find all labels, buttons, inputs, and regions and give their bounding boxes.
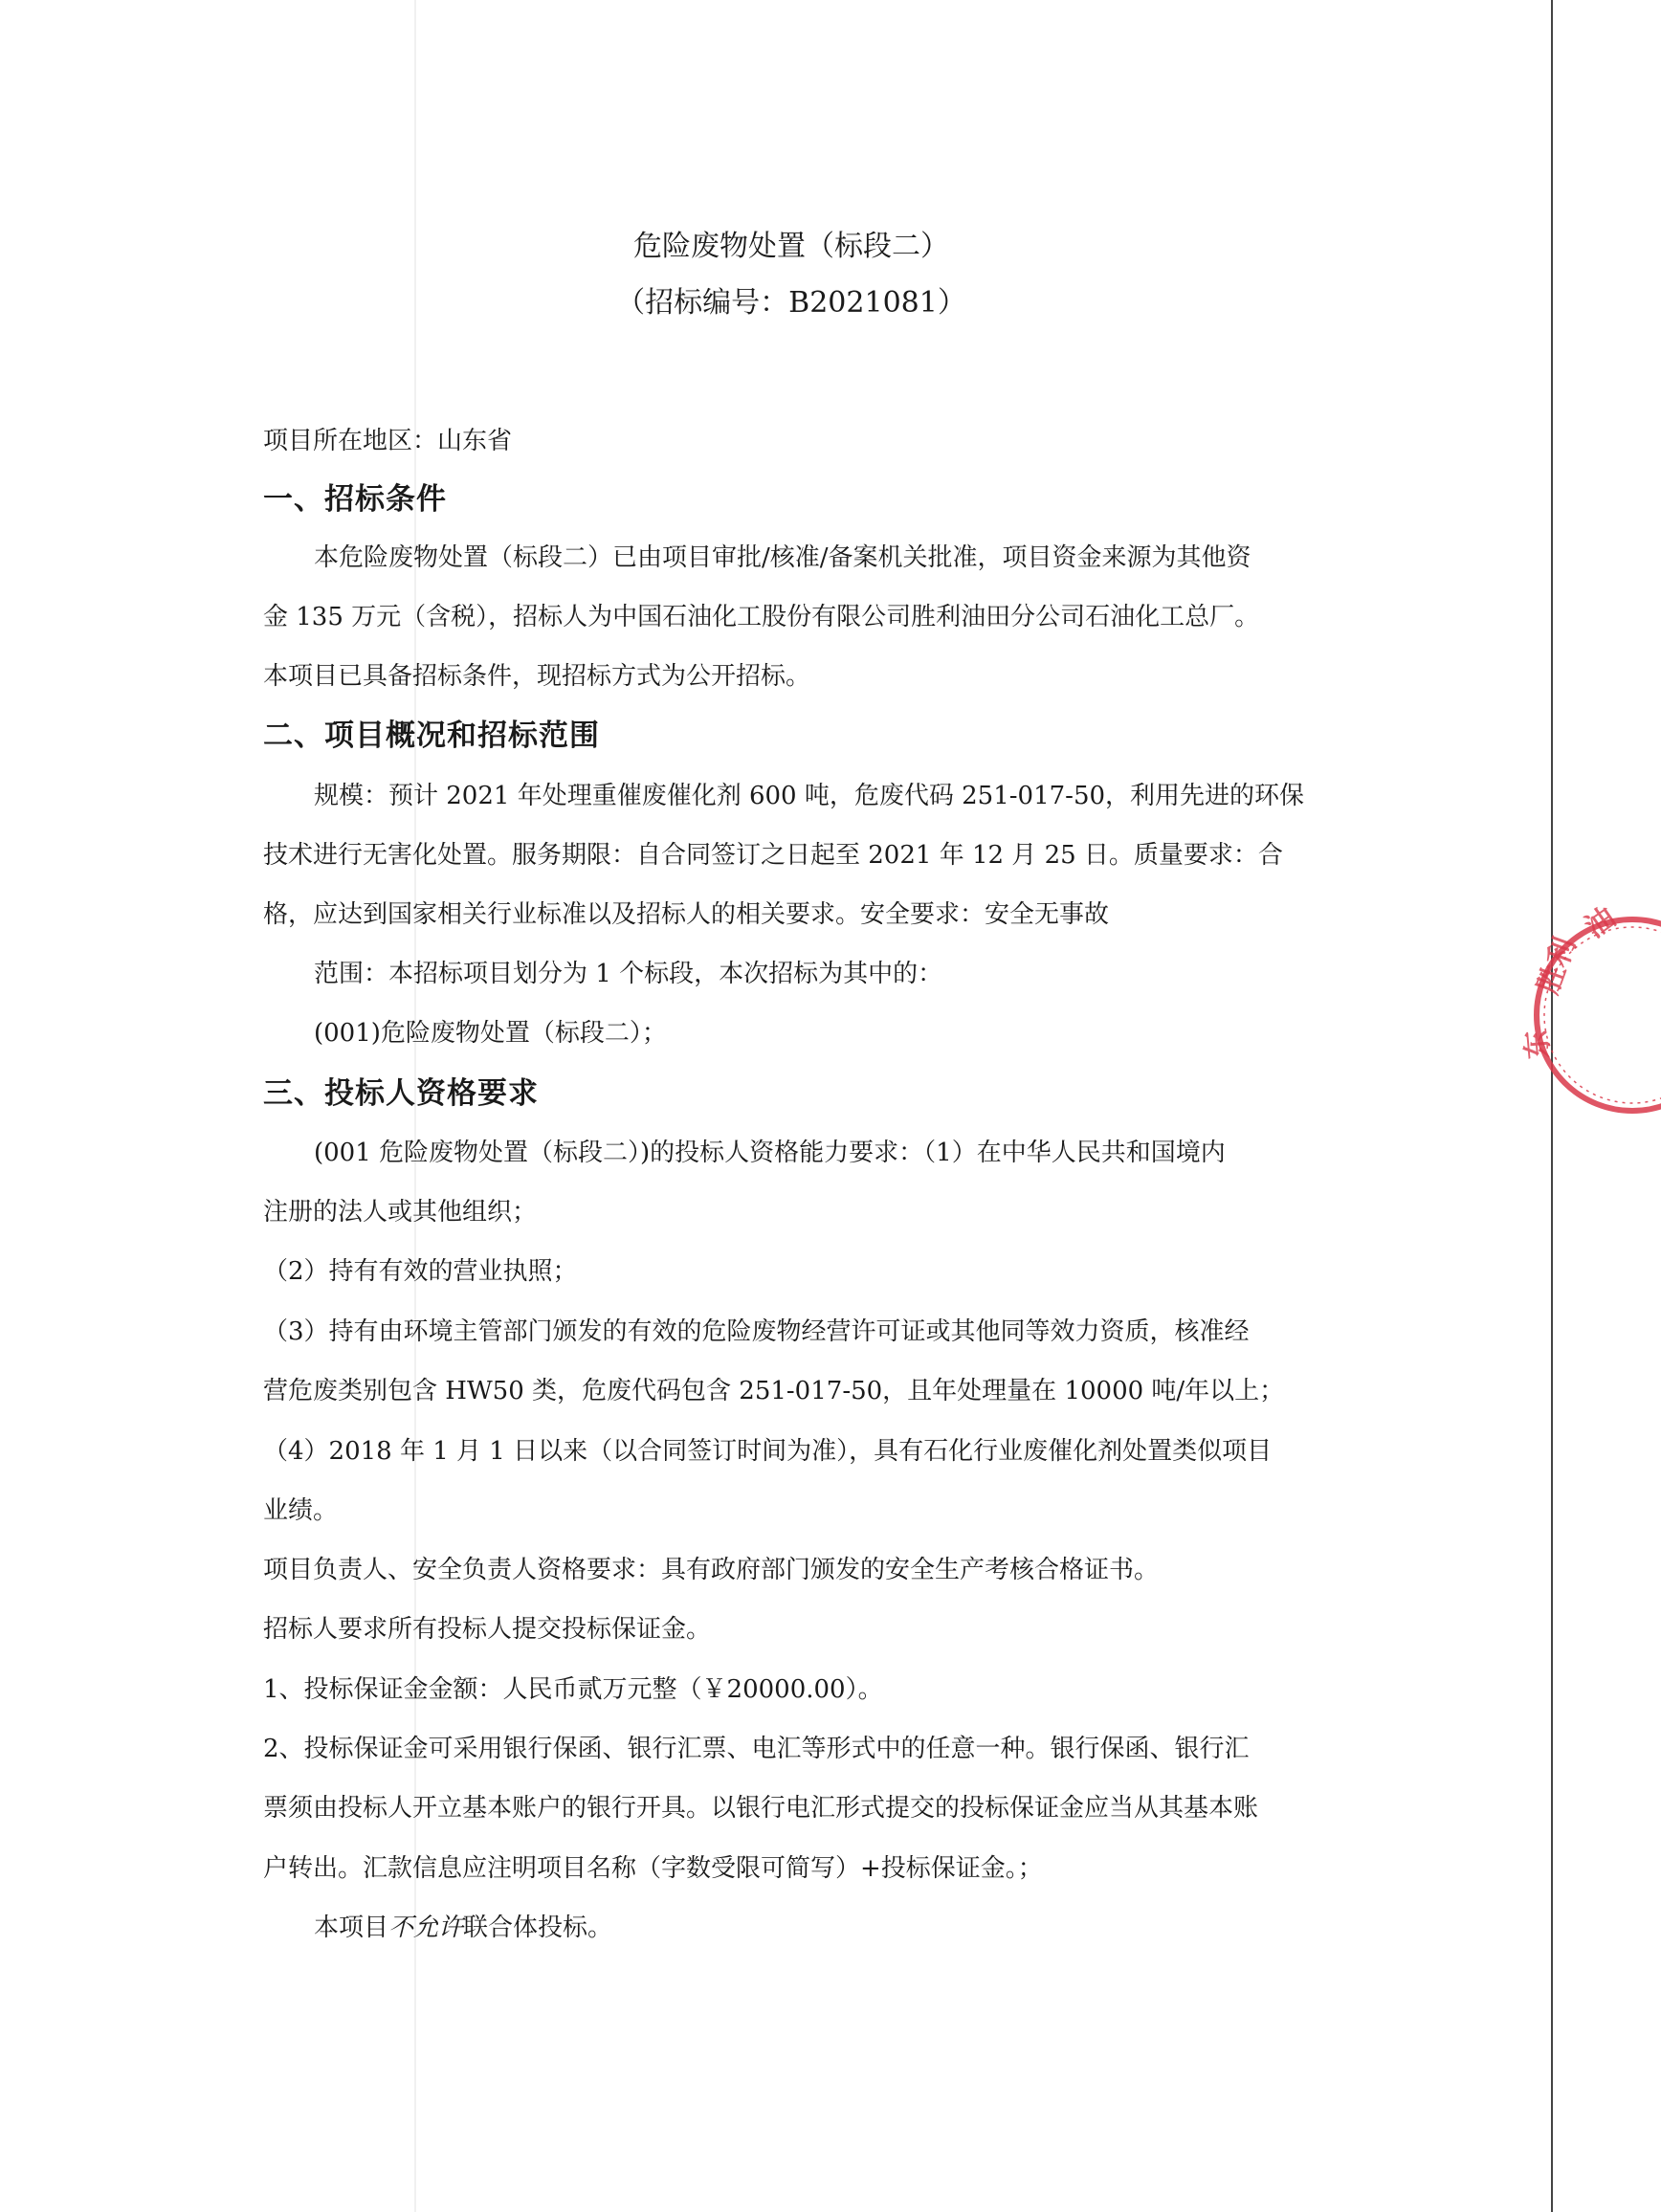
- paragraph-line: 本危险废物处置（标段二）已由项目审批/核准/备案机关批准，项目资金来源为其他资: [314, 543, 1251, 572]
- text-fragment: 联合体投标。: [463, 1913, 613, 1942]
- paragraph-line: （3）持有由环境主管部门颁发的有效的危险废物经营许可证或其他同等效力资质，核准经: [263, 1317, 1250, 1346]
- paragraph-line: [314, 1909, 1376, 1947]
- text-fragment: 本项目: [314, 1913, 389, 1942]
- paragraph-line: 格，应达到国家相关行业标准以及招标人的相关要求。安全要求：安全无事故: [263, 900, 1110, 929]
- tender-number: （招标编号：B2021081）: [616, 286, 966, 320]
- project-region: 项目所在地区：山东省: [263, 427, 513, 455]
- paragraph-line: 技术进行无害化处置。服务期限：自合同签订之日起至 2021 年 12 月 25 日。质量要求：合: [263, 841, 1283, 870]
- paragraph-line: 业绩。: [263, 1496, 339, 1525]
- paragraph-line: 1、投标保证金金额：人民币贰万元整（￥20000.00）。: [263, 1675, 883, 1704]
- paragraph-line: （4）2018 年 1 月 1 日以来（以合同签订时间为准），具有石化行业废催化剂处置类似项目: [263, 1437, 1273, 1466]
- section-heading-1: 一、招标条件: [263, 482, 447, 517]
- paragraph-line: 项目负责人、安全负责人资格要求：具有政府部门颁发的安全生产考核合格证书。: [263, 1556, 1160, 1584]
- paragraph-line: 招标人要求所有投标人提交投标保证金。: [263, 1615, 712, 1644]
- paragraph-line: 票须由投标人开立基本账户的银行开具。以银行电汇形式提交的投标保证金应当从其基本账: [263, 1794, 1259, 1823]
- red-seal-stamp: [1489, 900, 1661, 1125]
- svg-text:东: 东: [1519, 1029, 1556, 1061]
- paragraph-line: 户转出。汇款信息应注明项目名称（字数受限可简写）+投标保证金。；: [263, 1854, 1043, 1883]
- section-heading-3: 三、投标人资格要求: [263, 1076, 539, 1111]
- paragraph-line: 本项目已具备招标条件，现招标方式为公开招标。: [263, 662, 811, 691]
- paragraph-line: (001)危险废物处置（标段二）；: [314, 1019, 667, 1048]
- svg-text:胜利: 胜利: [1531, 933, 1583, 999]
- paragraph-line: 2、投标保证金可采用银行保函、银行汇票、电汇等形式中的任意一种。银行保函、银行汇: [263, 1735, 1250, 1763]
- handwritten-text: 不允许: [388, 1913, 464, 1942]
- paragraph-line: 规模：预计 2021 年处理重催废催化剂 600 吨，危废代码 251-017-50，利用先进的环保: [314, 782, 1305, 810]
- paragraph-line: 注册的法人或其他组织；: [263, 1198, 538, 1227]
- paragraph-line: 范围：本招标项目划分为 1 个标段，本次招标为其中的：: [314, 960, 943, 988]
- svg-text:油: 油: [1579, 900, 1623, 945]
- paragraph-line: 营危废类别包含 HW50 类，危废代码包含 251-017-50，且年处理量在 10000 吨/年以上；: [263, 1377, 1285, 1405]
- paragraph-line: （2）持有有效的营业执照；: [263, 1257, 578, 1286]
- document-title: 危险废物处置（标段二）: [633, 230, 949, 263]
- section-heading-2: 二、项目概况和招标范围: [263, 719, 600, 753]
- paragraph-line: 金 135 万元（含税），招标人为中国石油化工股份有限公司胜利油田分公司石油化工总厂。: [263, 603, 1260, 631]
- paragraph-line: (001 危险废物处置（标段二）)的投标人资格能力要求：（1）在中华人民共和国境内: [314, 1139, 1226, 1167]
